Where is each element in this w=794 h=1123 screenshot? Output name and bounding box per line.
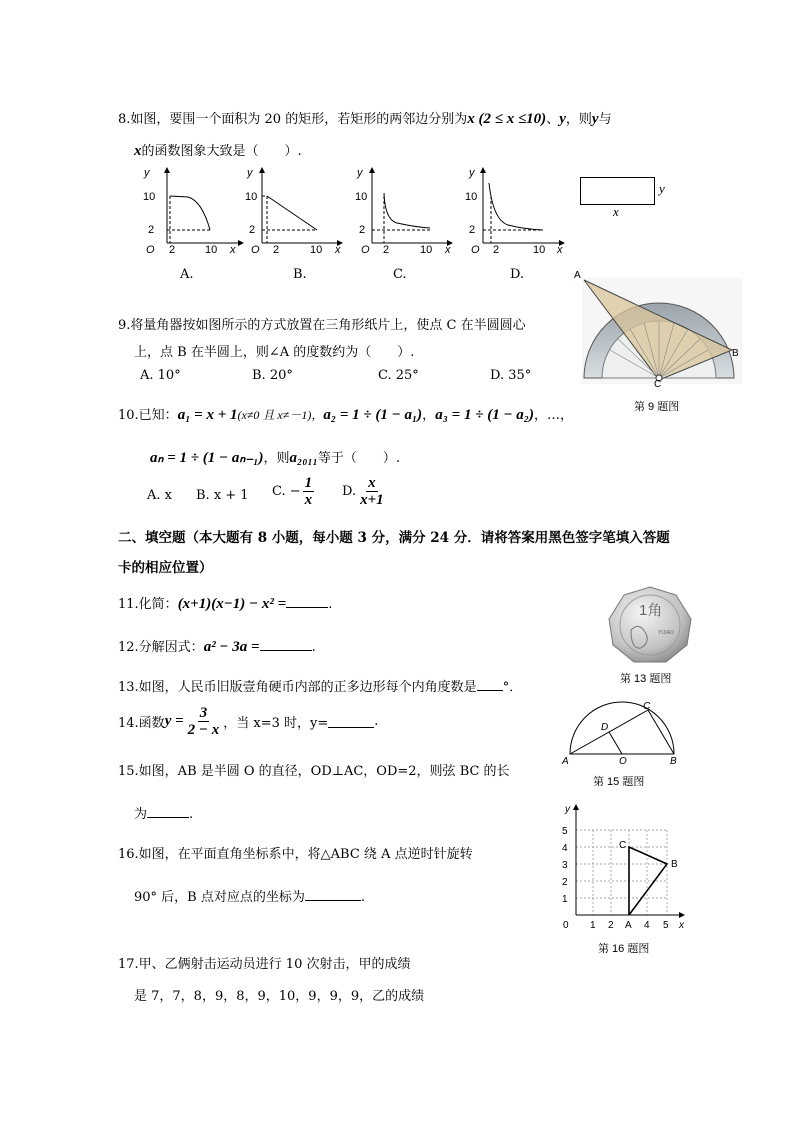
option-c-label: C. bbox=[393, 267, 407, 282]
q13: 13.如图，人民币旧版壹角硬币内部的正多边形每个内角度数是 °． bbox=[118, 680, 523, 695]
svg-text:1角: 1角 bbox=[639, 602, 663, 619]
section2-heading-cont: 卡的相应位置） bbox=[118, 560, 213, 576]
rect-x-label: x bbox=[613, 204, 619, 219]
q15-caption: 第 15 题图 bbox=[593, 776, 645, 788]
svg-text:x: x bbox=[445, 244, 451, 255]
q17-line2: 是 7，7，8，9，8，9，10，9，9，9，乙的成绩 bbox=[134, 989, 425, 1004]
svg-text:x: x bbox=[557, 244, 563, 255]
svg-text:y: y bbox=[469, 167, 475, 179]
q9-line2: 上，点 B 在半圆上，则∠A 的度数约为（ ）. bbox=[134, 345, 415, 360]
svg-text:10: 10 bbox=[143, 191, 156, 203]
svg-text:2: 2 bbox=[469, 224, 476, 236]
graph-a bbox=[140, 165, 245, 255]
svg-text:10: 10 bbox=[310, 244, 323, 255]
svg-text:x: x bbox=[335, 244, 341, 255]
svg-text:10: 10 bbox=[355, 191, 368, 203]
q11: 11.化简：(x+1)(x−1) − x² = . bbox=[118, 596, 333, 612]
svg-text:y: y bbox=[565, 804, 570, 815]
q9-line1: 9.将量角器按如图所示的方式放置在三角形纸片上，使点 C 在半圆圆心 bbox=[118, 318, 526, 333]
svg-text:2: 2 bbox=[608, 920, 614, 931]
svg-text:y: y bbox=[247, 167, 253, 179]
q12-answer-blank[interactable] bbox=[260, 638, 312, 651]
svg-text:O: O bbox=[146, 244, 155, 255]
option-b-label: B. bbox=[293, 267, 307, 282]
q10-option-d: D. $\frac{x}{x+1}$ bbox=[342, 475, 384, 508]
svg-text:1: 1 bbox=[562, 894, 568, 905]
q9-caption: 第 9 题图 bbox=[634, 401, 680, 413]
q11-answer-blank[interactable] bbox=[286, 595, 328, 608]
coordinate-grid-figure bbox=[555, 800, 690, 935]
svg-text:0: 0 bbox=[563, 920, 569, 931]
q9-option-d: D. 35° bbox=[490, 368, 532, 383]
q16-line1: 16.如图，在平面直角坐标系中，将△ABC 绕 A 点逆时针旋转 bbox=[118, 847, 473, 862]
svg-text:5: 5 bbox=[663, 920, 669, 931]
svg-text:O: O bbox=[471, 244, 480, 255]
svg-text:x: x bbox=[230, 244, 236, 255]
svg-text:2: 2 bbox=[562, 877, 568, 888]
svg-text:10: 10 bbox=[420, 244, 433, 255]
svg-text:4: 4 bbox=[562, 843, 568, 854]
svg-text:10: 10 bbox=[245, 191, 258, 203]
svg-text:C: C bbox=[643, 701, 651, 712]
svg-text:A: A bbox=[625, 920, 632, 931]
q10-option-a: A. x bbox=[147, 488, 172, 503]
rect-y-label: y bbox=[659, 181, 665, 196]
option-d-label: D. bbox=[510, 267, 525, 282]
area-rectangle bbox=[580, 177, 655, 205]
q16-line2: 90° 后，B 点对应点的坐标为 . bbox=[134, 890, 366, 905]
svg-text:O: O bbox=[619, 756, 627, 767]
svg-text:10: 10 bbox=[465, 191, 478, 203]
svg-text:B: B bbox=[671, 859, 678, 870]
q14: 14.函数y = $\frac{3}{2 - x}$ ，当 x=3 时，y= . bbox=[118, 705, 379, 738]
protractor-figure bbox=[572, 268, 742, 388]
graph-b bbox=[245, 165, 350, 255]
svg-text:C: C bbox=[619, 840, 627, 851]
q9-option-a: A. 10° bbox=[140, 368, 181, 383]
svg-text:B: B bbox=[670, 756, 677, 767]
graph-c bbox=[355, 165, 460, 255]
q9-option-b: B. 20° bbox=[252, 368, 293, 383]
svg-text:O: O bbox=[251, 244, 260, 255]
q15-line2: 为 . bbox=[134, 807, 194, 822]
svg-text:10: 10 bbox=[205, 244, 218, 255]
svg-text:2: 2 bbox=[359, 224, 366, 236]
svg-text:B: B bbox=[732, 348, 739, 359]
q16-caption: 第 16 题图 bbox=[598, 943, 650, 955]
svg-text:x: x bbox=[679, 920, 684, 931]
semicircle-figure bbox=[558, 700, 683, 768]
q12: 12.分解因式：a² − 3a = . bbox=[118, 639, 316, 655]
q8-line2: x的函数图象大致是（ ）. bbox=[134, 143, 302, 159]
svg-text:C: C bbox=[654, 379, 662, 388]
svg-text:2: 2 bbox=[148, 224, 155, 236]
svg-text:2: 2 bbox=[169, 244, 176, 255]
svg-text:1: 1 bbox=[590, 920, 596, 931]
svg-text:A: A bbox=[562, 756, 569, 767]
section2-heading: 二、填空题（本大题有 8 小题，每小题 3 分，满分 24 分．请将答案用黑色签字笔填入答题 bbox=[118, 530, 670, 546]
q10-option-c: C. − $\frac{1}{x}$ bbox=[272, 475, 313, 508]
q13-answer-blank[interactable] bbox=[477, 678, 503, 691]
q15-line1: 15.如图，AB 是半圆 O 的直径，OD⊥AC，OD=2，则弦 BC 的长 bbox=[118, 764, 510, 779]
svg-text:y: y bbox=[357, 167, 363, 179]
q10-line1: 10.已知：a₁ = x + 1(x≠0 且 x≠－1)，a₂ = 1 ÷ (1 − a₁)，a₃ = 1 ÷ (1 − a₂)，…， bbox=[118, 407, 574, 423]
q16-answer-blank[interactable] bbox=[305, 888, 361, 901]
q10-option-b: B. x + 1 bbox=[196, 488, 249, 503]
q14-answer-blank[interactable] bbox=[328, 715, 374, 728]
svg-text:2: 2 bbox=[273, 244, 280, 255]
svg-text:2: 2 bbox=[249, 224, 256, 236]
svg-text:YIJIAO: YIJIAO bbox=[658, 630, 674, 636]
svg-text:3: 3 bbox=[562, 860, 568, 871]
q15-answer-blank[interactable] bbox=[147, 805, 189, 818]
q8-line1: 8.如图，要围一个面积为 20 的矩形，若矩形的两邻边分别为x (2 ≤ x ≤10)、y，则y与 bbox=[118, 111, 612, 127]
svg-text:4: 4 bbox=[644, 920, 650, 931]
option-a-label: A. bbox=[180, 267, 194, 282]
svg-text:2: 2 bbox=[383, 244, 390, 255]
svg-text:A: A bbox=[574, 270, 581, 281]
svg-text:2: 2 bbox=[493, 244, 500, 255]
q9-option-c: C. 25° bbox=[378, 368, 419, 383]
q17-line1: 17.甲、乙俩射击运动员进行 10 次射击，甲的成绩 bbox=[118, 957, 411, 972]
coin-figure bbox=[607, 585, 693, 665]
q13-caption: 第 13 题图 bbox=[620, 673, 672, 685]
svg-text:10: 10 bbox=[533, 244, 546, 255]
svg-text:O: O bbox=[361, 244, 370, 255]
svg-text:y: y bbox=[144, 167, 150, 179]
graph-d bbox=[463, 165, 573, 255]
svg-text:D: D bbox=[601, 722, 609, 733]
q10-line2: aₙ = 1 ÷ (1 − aₙ₋₁)，则a₂₀₁₁等于（ ）. bbox=[150, 450, 401, 466]
svg-text:5: 5 bbox=[562, 826, 568, 837]
